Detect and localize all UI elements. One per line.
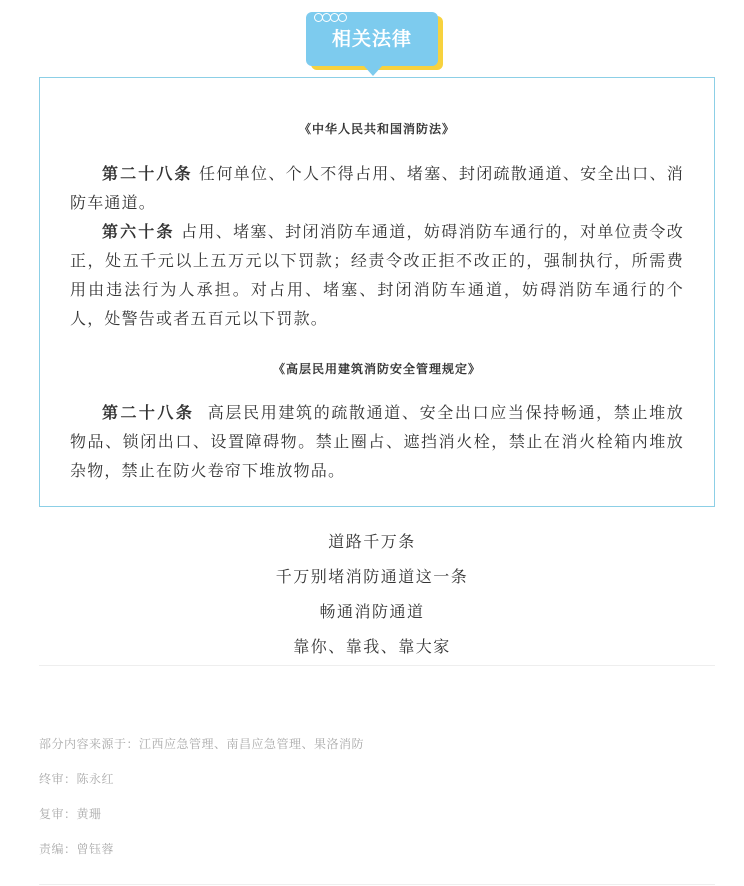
article-label: 第二十八条 bbox=[102, 403, 195, 422]
badge-pointer-icon bbox=[364, 66, 382, 76]
article-text: 高层民用建筑的疏散通道、安全出口应当保持畅通，禁止堆放物品、锁闭出口、设置障碍物。禁止圈占、遮挡消火栓，禁止在消火栓箱内堆放杂物，禁止在防火卷帘下堆放物品。 bbox=[70, 403, 684, 480]
law-title: 《中华人民共和国消防法》 bbox=[298, 122, 455, 136]
law-article bbox=[70, 159, 684, 217]
law-article bbox=[70, 398, 684, 485]
badge-dots bbox=[314, 7, 346, 15]
slogan-line: 千万别堵消防通道这一条 bbox=[275, 567, 469, 586]
credits bbox=[39, 735, 364, 875]
law-article bbox=[70, 217, 684, 333]
slogan-line: 畅通消防通道 bbox=[319, 602, 425, 621]
slogan-block bbox=[0, 524, 744, 664]
credit-editor: 责编：曾钰蓉 bbox=[39, 842, 115, 856]
badge-title: 相关法律 bbox=[306, 12, 438, 66]
article-label: 第六十条 bbox=[102, 222, 175, 241]
section-badge bbox=[306, 10, 444, 82]
article-text: 任何单位、个人不得占用、堵塞、封闭疏散通道、安全出口、消防车通道。 bbox=[70, 164, 684, 212]
dot-icon bbox=[338, 13, 347, 22]
credit-review: 复审：黄珊 bbox=[39, 807, 102, 821]
slogan-line: 靠你、靠我、靠大家 bbox=[293, 637, 451, 656]
law-title: 《高层民用建筑消防安全管理规定》 bbox=[272, 362, 481, 376]
divider bbox=[39, 884, 715, 885]
article-label: 第二十八条 bbox=[102, 164, 193, 183]
credit-source: 部分内容来源于：江西应急管理、南昌应急管理、果洛消防 bbox=[39, 737, 365, 751]
slogan-line: 道路千万条 bbox=[328, 532, 416, 551]
article-text: 占用、堵塞、封闭消防车通道，妨碍消防车通行的，对单位责令改正，处五千元以上五万元以下罚款；经责令改正拒不改正的，强制执行，所需费用由违法行为人承担。对占用、堵塞、封闭消防车通道，妨碍消防车通行的个人，处警告或者五百元以下罚款。 bbox=[70, 222, 684, 328]
law-box bbox=[39, 77, 715, 507]
divider bbox=[39, 665, 715, 666]
credit-final-review: 终审：陈永红 bbox=[39, 772, 115, 786]
